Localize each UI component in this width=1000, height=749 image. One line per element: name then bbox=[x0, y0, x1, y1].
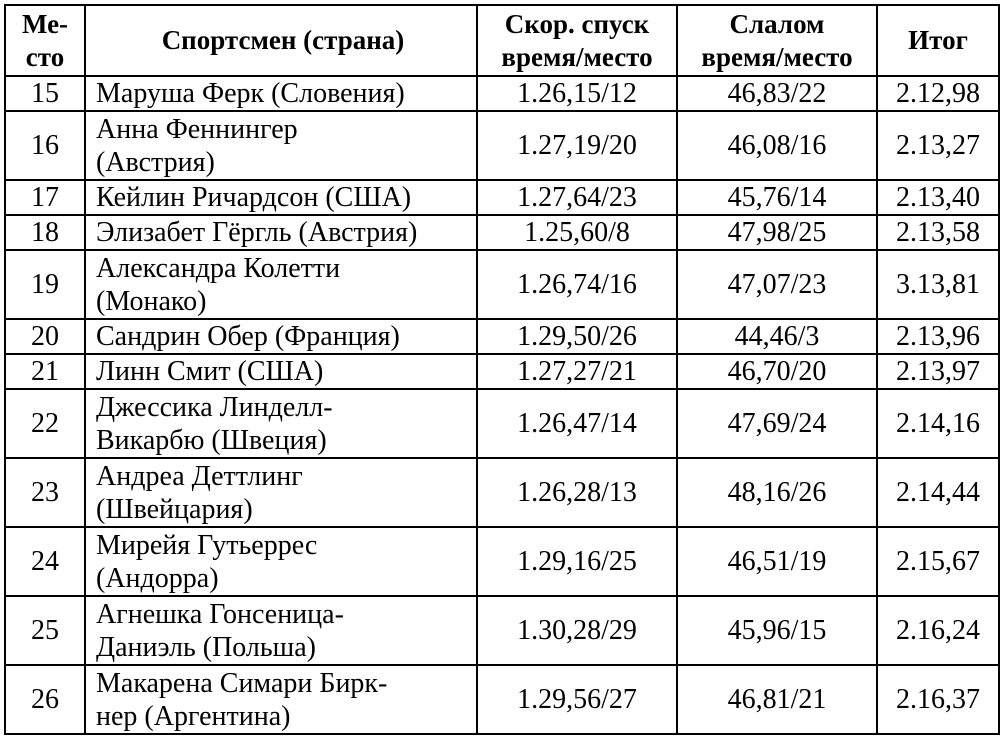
downhill-cell: 1.25,60/8 bbox=[477, 215, 677, 250]
table-row bbox=[5, 111, 999, 180]
header-total: Итог bbox=[877, 5, 999, 76]
table-row bbox=[5, 180, 999, 215]
athlete-cell: Маруша Ферк (Словения) bbox=[85, 76, 477, 111]
table-row bbox=[5, 319, 999, 354]
slalom-cell: 46,83/22 bbox=[677, 76, 877, 111]
table-row bbox=[5, 215, 999, 250]
downhill-cell: 1.29,56/27 bbox=[477, 665, 677, 734]
downhill-cell: 1.26,47/14 bbox=[477, 389, 677, 458]
downhill-cell: 1.30,28/29 bbox=[477, 596, 677, 665]
slalom-cell: 44,46/3 bbox=[677, 319, 877, 354]
downhill-cell: 1.26,15/12 bbox=[477, 76, 677, 111]
total-cell: 2.16,37 bbox=[877, 665, 999, 734]
place-cell: 24 bbox=[5, 527, 85, 596]
table-row bbox=[5, 389, 999, 458]
table-row bbox=[5, 354, 999, 389]
downhill-cell: 1.29,50/26 bbox=[477, 319, 677, 354]
total-cell: 2.13,40 bbox=[877, 180, 999, 215]
slalom-cell: 46,08/16 bbox=[677, 111, 877, 180]
header-row bbox=[5, 5, 999, 76]
athlete-cell: Александра Колетти (Монако) bbox=[85, 250, 477, 319]
table-row bbox=[5, 527, 999, 596]
table-row bbox=[5, 458, 999, 527]
slalom-cell: 45,76/14 bbox=[677, 180, 877, 215]
slalom-cell: 48,16/26 bbox=[677, 458, 877, 527]
place-cell: 20 bbox=[5, 319, 85, 354]
downhill-cell: 1.26,28/13 bbox=[477, 458, 677, 527]
place-cell: 21 bbox=[5, 354, 85, 389]
athlete-cell: Анна Феннингер (Австрия) bbox=[85, 111, 477, 180]
athlete-cell: Сандрин Обер (Франция) bbox=[85, 319, 477, 354]
total-cell: 2.12,98 bbox=[877, 76, 999, 111]
place-cell: 15 bbox=[5, 76, 85, 111]
athlete-cell: Кейлин Ричардсон (США) bbox=[85, 180, 477, 215]
downhill-cell: 1.27,27/21 bbox=[477, 354, 677, 389]
slalom-cell: 47,07/23 bbox=[677, 250, 877, 319]
slalom-cell: 45,96/15 bbox=[677, 596, 877, 665]
downhill-cell: 1.29,16/25 bbox=[477, 527, 677, 596]
athlete-cell: Агнешка Гонсеница- Даниэль (Польша) bbox=[85, 596, 477, 665]
table-row bbox=[5, 665, 999, 734]
athlete-cell: Джессика Линделл- Викарбю (Швеция) bbox=[85, 389, 477, 458]
table-row bbox=[5, 76, 999, 111]
total-cell: 2.13,58 bbox=[877, 215, 999, 250]
results-body bbox=[5, 76, 999, 734]
downhill-cell: 1.26,74/16 bbox=[477, 250, 677, 319]
place-cell: 18 bbox=[5, 215, 85, 250]
table-row bbox=[5, 596, 999, 665]
slalom-cell: 46,51/19 bbox=[677, 527, 877, 596]
athlete-cell: Андреа Деттлинг (Швейцария) bbox=[85, 458, 477, 527]
total-cell: 2.14,44 bbox=[877, 458, 999, 527]
total-cell: 2.13,27 bbox=[877, 111, 999, 180]
place-cell: 26 bbox=[5, 665, 85, 734]
total-cell: 2.13,97 bbox=[877, 354, 999, 389]
slalom-cell: 47,69/24 bbox=[677, 389, 877, 458]
header-athlete: Спортсмен (страна) bbox=[85, 5, 477, 76]
slalom-cell: 46,81/21 bbox=[677, 665, 877, 734]
total-cell: 2.14,16 bbox=[877, 389, 999, 458]
total-cell: 2.13,96 bbox=[877, 319, 999, 354]
place-cell: 25 bbox=[5, 596, 85, 665]
slalom-cell: 46,70/20 bbox=[677, 354, 877, 389]
total-cell: 2.15,67 bbox=[877, 527, 999, 596]
athlete-cell: Мирейя Гутьеррес (Андорра) bbox=[85, 527, 477, 596]
place-cell: 23 bbox=[5, 458, 85, 527]
table-row bbox=[5, 250, 999, 319]
header-slalom: Слалом время/место bbox=[677, 5, 877, 76]
slalom-cell: 47,98/25 bbox=[677, 215, 877, 250]
athlete-cell: Элизабет Гёргль (Австрия) bbox=[85, 215, 477, 250]
athlete-cell: Макарена Симари Бирк- нер (Аргентина) bbox=[85, 665, 477, 734]
total-cell: 3.13,81 bbox=[877, 250, 999, 319]
place-cell: 16 bbox=[5, 111, 85, 180]
header-downhill: Скор. спуск время/место bbox=[477, 5, 677, 76]
downhill-cell: 1.27,64/23 bbox=[477, 180, 677, 215]
downhill-cell: 1.27,19/20 bbox=[477, 111, 677, 180]
athlete-cell: Линн Смит (США) bbox=[85, 354, 477, 389]
header-place: Ме- сто bbox=[5, 5, 85, 76]
place-cell: 17 bbox=[5, 180, 85, 215]
place-cell: 19 bbox=[5, 250, 85, 319]
results-table bbox=[4, 4, 1000, 735]
total-cell: 2.16,24 bbox=[877, 596, 999, 665]
place-cell: 22 bbox=[5, 389, 85, 458]
